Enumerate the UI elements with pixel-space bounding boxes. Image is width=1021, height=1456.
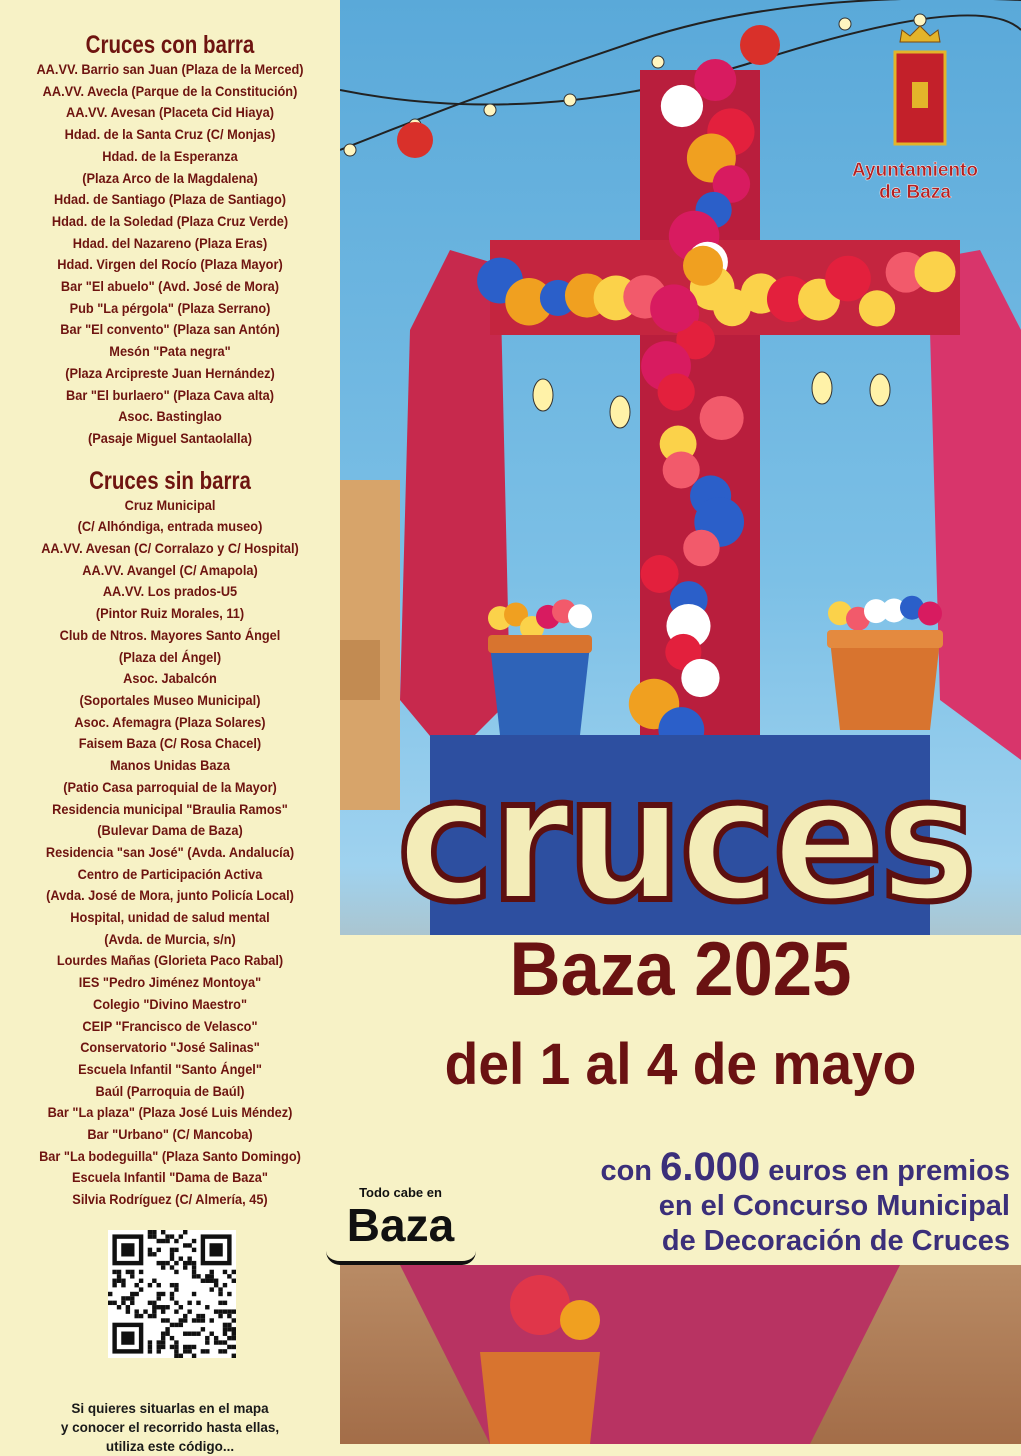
list-item: Escuela Infantil "Santo Ángel" xyxy=(78,1061,262,1078)
list-item: AA.VV. Avesan (C/ Corralazo y C/ Hospital) xyxy=(41,541,299,558)
list-item: Escuela Infantil "Dama de Baza" xyxy=(72,1170,268,1187)
list-item: (C/ Alhóndiga, entrada museo) xyxy=(77,519,263,536)
list-item: Hdad. Virgen del Rocío (Plaza Mayor) xyxy=(57,257,283,274)
prize-suffix: euros en premios xyxy=(760,1155,1010,1187)
todo-cabe-en-baza-logo xyxy=(318,1185,483,1267)
flower-icon xyxy=(914,251,955,292)
list-item: Faisem Baza (C/ Rosa Chacel) xyxy=(78,736,262,753)
list-item: (Plaza del Ángel) xyxy=(118,649,222,666)
list-item: (Patio Casa parroquial de la Mayor) xyxy=(63,779,277,796)
qr-caption-line: Si quieres situarlas en el mapa xyxy=(71,1401,269,1416)
ayuntamiento-line: de Baza xyxy=(879,182,951,203)
prize-line-3: de Decoración de Cruces xyxy=(661,1225,1010,1257)
list-item: Colegio "Divino Maestro" xyxy=(92,996,247,1013)
brand-swoosh-icon xyxy=(326,1251,476,1265)
list-item: (Plaza Arco de la Magdalena) xyxy=(82,170,258,187)
list-item: AA.VV. Los prados-U5 xyxy=(102,584,238,601)
list-item: Lourdes Mañas (Glorieta Paco Rabal) xyxy=(56,953,284,970)
list-item: AA.VV. Avesan (Placeta Cid Hiaya) xyxy=(66,105,274,122)
list-item: Asoc. Bastinglao xyxy=(118,409,222,426)
list-item: Silvia Rodríguez (C/ Almería, 45) xyxy=(72,1192,268,1209)
flower-icon xyxy=(683,530,719,566)
list-item: (Pintor Ruiz Morales, 11) xyxy=(95,606,245,623)
qr-caption-line: y conocer el recorrido hasta ellas, xyxy=(60,1420,280,1435)
section-title-with-bar: Cruces con barra xyxy=(85,31,255,59)
list-item: (Avda. José de Mora, junto Policía Local) xyxy=(46,888,294,905)
list-item: AA.VV. Avecla (Parque de la Constitución) xyxy=(42,83,298,100)
coat-of-arms-icon xyxy=(890,22,950,152)
list-item: Asoc. Jabalcón xyxy=(123,671,217,688)
flower-icon xyxy=(825,256,871,302)
list-item: Cruz Municipal xyxy=(124,497,216,514)
qr-code[interactable] xyxy=(108,1230,236,1358)
list-item: Mesón "Pata negra" xyxy=(109,344,231,361)
list-item: Bar "La bodeguilla" (Plaza Santo Domingo) xyxy=(39,1148,301,1165)
list-item: Asoc. Afemagra (Plaza Solares) xyxy=(74,714,266,731)
list-item: Conservatorio "José Salinas" xyxy=(80,1040,260,1057)
ayuntamiento-line: Ayuntamiento xyxy=(852,160,978,181)
list-item: Bar "El burlaero" (Plaza Cava alta) xyxy=(66,387,274,404)
list-item: Centro de Participación Activa xyxy=(77,866,263,883)
with-bar-list xyxy=(0,60,340,451)
list-item: (Avda. de Murcia, s/n) xyxy=(104,931,236,948)
list-item: Bar "El abuelo" (Avd. José de Mora) xyxy=(60,279,280,296)
subtitle-baza-2025: Baza 2025 xyxy=(509,927,852,1012)
cross-locations-list xyxy=(0,30,340,1212)
prize-amount: 6.000 xyxy=(660,1145,761,1189)
list-item: Manos Unidas Baza xyxy=(110,758,230,775)
flower-icon xyxy=(568,604,592,628)
list-item: (Plaza Arcipreste Juan Hernández) xyxy=(65,365,275,382)
list-item: Baúl (Parroquia de Baúl) xyxy=(95,1083,245,1100)
list-item: IES "Pedro Jiménez Montoya" xyxy=(78,975,262,992)
list-item: Hdad. de la Esperanza xyxy=(102,148,238,165)
prize-line-2: en el Concurso Municipal xyxy=(658,1190,1010,1222)
brand-name: Baza xyxy=(346,1199,455,1251)
list-item: Hdad. del Nazareno (Plaza Eras) xyxy=(72,235,268,252)
flower-icon xyxy=(650,284,698,332)
ayuntamiento-logo xyxy=(820,160,1010,204)
list-item: Hdad. de Santiago (Plaza de Santiago) xyxy=(53,192,287,209)
list-item: AA.VV. Barrio san Juan (Plaza de la Merced) xyxy=(36,62,304,78)
list-item: Bar "El convento" (Plaza san Antón) xyxy=(60,322,280,339)
flower-icon xyxy=(681,659,719,697)
list-item: Residencia municipal "Braulia Ramos" xyxy=(52,801,288,818)
list-item: Residencia "san José" (Avda. Andalucía) xyxy=(45,844,295,861)
list-item: Hospital, unidad de salud mental xyxy=(70,910,270,927)
list-item: Pub "La pérgola" (Plaza Serrano) xyxy=(69,300,271,317)
without-bar-list xyxy=(0,496,340,1212)
flower-icon xyxy=(641,555,679,593)
flower-icon xyxy=(658,373,695,410)
prize-line-1 xyxy=(470,1145,1010,1189)
list-item: AA.VV. Avangel (C/ Amapola) xyxy=(82,562,258,579)
qr-caption-line: utiliza este código... xyxy=(105,1439,235,1454)
qr-caption xyxy=(40,1399,300,1456)
list-item: Club de Ntros. Mayores Santo Ángel xyxy=(59,627,281,644)
list-item: Bar "Urbano" (C/ Mancoba) xyxy=(87,1127,253,1144)
headline-cruces: cruces xyxy=(397,739,973,940)
prize-info xyxy=(470,1145,1010,1259)
flower-icon xyxy=(694,59,736,101)
list-item: Bar "La plaza" (Plaza José Luis Méndez) xyxy=(47,1105,293,1122)
list-item: (Soportales Museo Municipal) xyxy=(79,692,261,709)
list-item: (Pasaje Miguel Santaolalla) xyxy=(88,430,252,447)
brand-tagline: Todo cabe en xyxy=(359,1185,442,1200)
list-item: Hdad. de la Soledad (Plaza Cruz Verde) xyxy=(51,213,289,230)
list-item: CEIP "Francisco de Velasco" xyxy=(82,1018,258,1035)
flower-icon xyxy=(683,246,723,286)
flower-icon xyxy=(700,396,744,440)
list-item: Hdad. de la Santa Cruz (C/ Monjas) xyxy=(64,127,276,144)
flower-icon xyxy=(663,451,700,488)
prize-prefix: con xyxy=(600,1155,661,1187)
flower-icon xyxy=(859,290,895,326)
list-item: (Bulevar Dama de Baza) xyxy=(97,823,243,840)
section-title-without-bar: Cruces sin barra xyxy=(89,466,251,495)
event-dates: del 1 al 4 de mayo xyxy=(444,1032,917,1097)
left-panel xyxy=(0,0,340,1454)
flower-icon xyxy=(918,602,942,626)
flower-icon xyxy=(661,85,703,127)
